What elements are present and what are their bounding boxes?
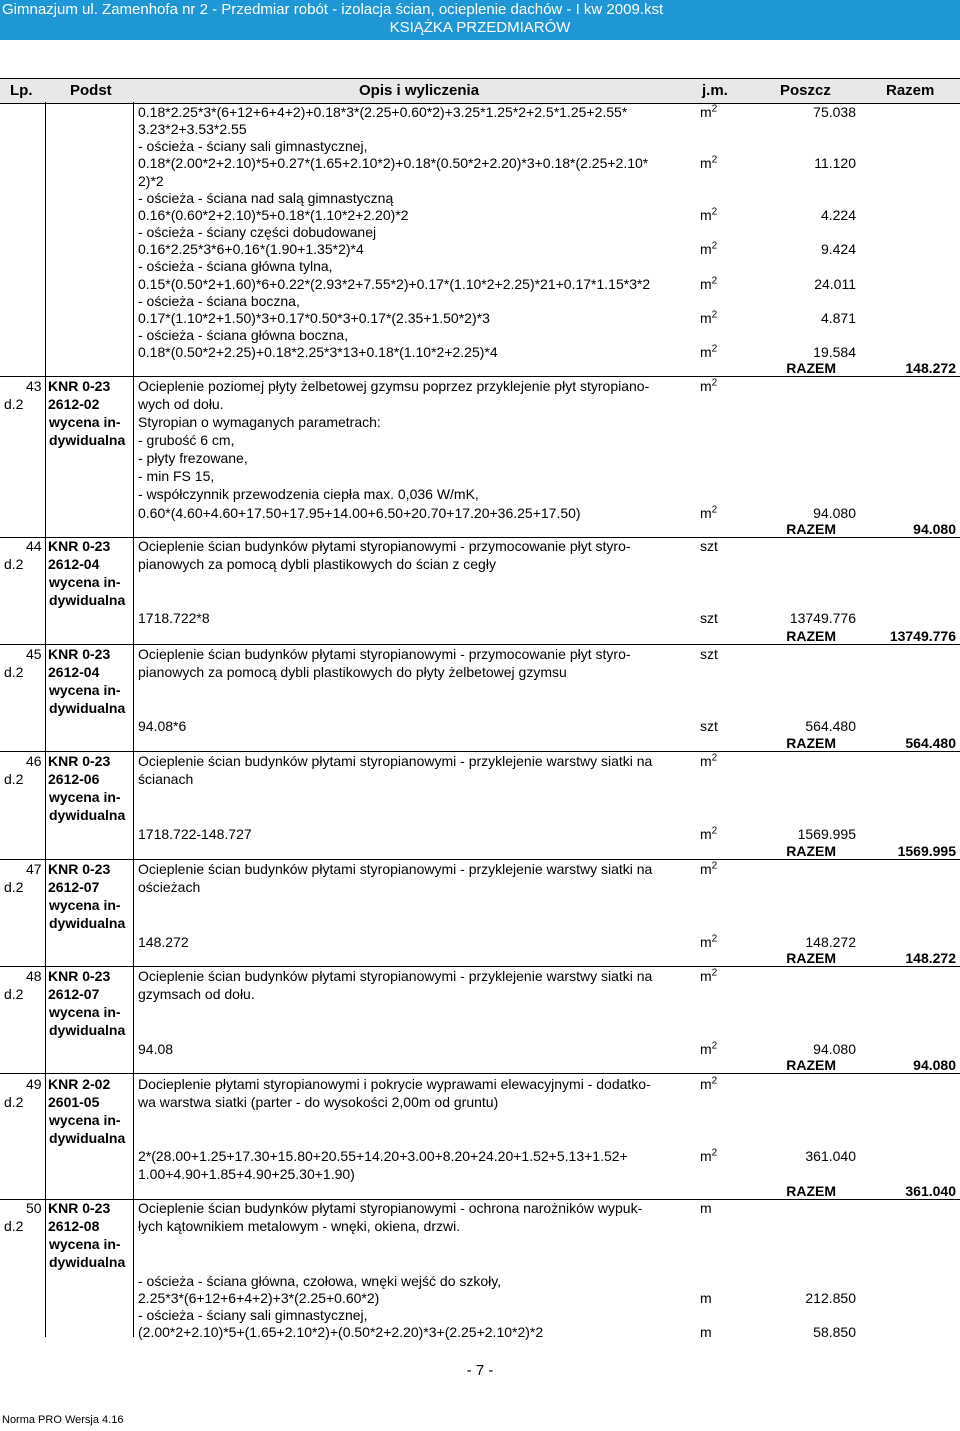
item-basis: 2612-08	[48, 1218, 100, 1234]
item-description: - współczynnik przewodzenia ciepła max. 0,036 W/mK,	[138, 486, 479, 502]
item-basis: wycena in-	[49, 897, 121, 913]
razem-label: RAZEM	[786, 843, 836, 859]
calc-value: 212.850	[805, 1290, 856, 1306]
unit-label: $m^2$	[700, 504, 718, 521]
item-subnumber: d.2	[4, 664, 24, 680]
calc-line: (2.00*2+2.10)*5+(1.65+2.10*2)+(0.50*2+2.20)*3+(2.25+2.10*2)*2	[138, 1324, 544, 1340]
item-basis: dywidualna	[49, 1130, 126, 1146]
calc-value: 11.120	[814, 155, 856, 172]
calc-line: 0.18*(2.00*2+2.10)*5+0.27*(1.65+2.10*2)+0.18*(0.50*2+2.20)*3+0.18*(2.25+2.10*	[138, 155, 649, 172]
calc-line: 0.15*(0.50*2+1.60)*6+0.22*(2.93*2+7.55*2)+0.17*(1.10*2+2.25)*21+0.17*1.15*3*2	[138, 275, 651, 292]
item-description: Ocieplenie ścian budynków płytami styropianowymi - ochrona narożników wypuk-	[138, 1200, 643, 1216]
col-razem: Razem	[886, 82, 935, 99]
razem-value: 361.040	[905, 1183, 956, 1199]
unit-label: szt	[700, 718, 718, 734]
item-number: 46	[26, 753, 42, 769]
item-basis: dywidualna	[49, 915, 126, 931]
calc-line: 2)*2	[138, 172, 164, 189]
item-basis: dywidualna	[49, 592, 126, 608]
razem-value: 148.272	[905, 950, 956, 966]
calc-value: 24.011	[814, 275, 856, 292]
item-basis: KNR 0-23	[48, 968, 111, 984]
document-title: Gimnazjum ul. Zamenhofa nr 2 - Przedmiar robót - izolacja ścian, ocieplenie dachów - I kw 2009.kst	[2, 1, 664, 18]
row-divider	[0, 751, 960, 752]
calc-value: 564.480	[805, 718, 856, 734]
item-basis: dywidualna	[49, 1254, 126, 1270]
col-opis: Opis i wyliczenia	[359, 82, 480, 99]
item-subnumber: d.2	[4, 396, 24, 412]
item-subnumber: d.2	[4, 986, 24, 1002]
item-basis: 2612-04	[48, 556, 100, 572]
unit-label: szt	[700, 538, 718, 554]
razem-value: 564.480	[905, 735, 956, 751]
calc-line: - ościeża - ściana główna boczna,	[138, 327, 349, 344]
calc-line: 3.23*2+3.53*2.55	[138, 121, 247, 138]
razem-label: RAZEM	[786, 950, 836, 966]
calc-line: 1.00+4.90+1.85+4.90+25.30+1.90)	[138, 1166, 355, 1182]
calc-value: 148.272	[805, 934, 856, 950]
item-basis: wycena in-	[49, 574, 121, 590]
calc-value: 19.584	[813, 344, 856, 361]
item-description: Styropian o wymaganych parametrach:	[138, 414, 381, 430]
unit-label: $m^2$	[700, 343, 718, 361]
col-divider	[45, 102, 46, 1337]
unit-label: $m^2$	[700, 274, 718, 292]
calc-line: - ościeża - ściany sali gimnastycznej,	[138, 1307, 368, 1323]
razem-value: 148.272	[905, 360, 956, 376]
item-description: Ocieplenie ścian budynków płytami styropianowymi - przymocowanie płyt styro-	[138, 538, 631, 554]
unit-label: $m^2$	[700, 377, 718, 394]
item-description: wa warstwa siatki (parter - do wysokości 2,00m od gruntu)	[138, 1094, 499, 1110]
item-basis: dywidualna	[49, 432, 126, 448]
unit-label: $m^2$	[700, 309, 718, 326]
item-basis: 2612-07	[48, 879, 100, 895]
razem-label: RAZEM	[786, 628, 836, 644]
unit-label: m	[700, 1324, 712, 1340]
item-basis: KNR 0-23	[48, 646, 111, 662]
item-basis: KNR 0-23	[48, 861, 111, 877]
item-description: Ocieplenie ścian budynków płytami styropianowymi - przyklejenie warstwy siatki na	[138, 753, 653, 769]
item-number: 44	[26, 538, 42, 554]
unit-label: $m^2$	[700, 825, 718, 842]
item-basis: 2612-04	[48, 664, 100, 680]
item-number: 47	[26, 861, 42, 877]
item-basis: wycena in-	[49, 414, 121, 430]
unit-label: $m^2$	[700, 933, 718, 950]
document-header	[0, 0, 960, 40]
unit-label: $m^2$	[700, 752, 718, 769]
calc-line: 0.60*(4.60+4.60+17.50+17.95+14.00+6.50+20.70+17.20+36.25+17.50)	[138, 505, 581, 521]
unit-label: m	[700, 1200, 712, 1216]
calc-line: 0.18*2.25*3*(6+12+6+4+2)+0.18*3*(2.25+0.60*2)+3.25*1.25*2+2.5*1.25+2.55*	[138, 104, 628, 120]
unit-label: $m^2$	[700, 1075, 718, 1092]
razem-label: RAZEM	[786, 360, 836, 376]
item-description: łych kątownikiem metalowym - wnęki, okiena, drzwi.	[138, 1218, 461, 1234]
row-divider	[0, 966, 960, 967]
item-basis: dywidualna	[49, 700, 126, 716]
col-jm: j.m.	[702, 82, 728, 99]
calc-value: 75.038	[813, 104, 856, 120]
item-subnumber: d.2	[4, 556, 24, 572]
item-basis: wycena in-	[49, 1236, 121, 1252]
row-divider	[0, 376, 960, 377]
item-basis: wycena in-	[49, 1004, 121, 1020]
calc-value: 1569.995	[797, 826, 856, 842]
calc-line: - ościeża - ściany części dobudowanej	[138, 224, 377, 240]
razem-label: RAZEM	[786, 1057, 836, 1073]
item-number: 48	[26, 968, 42, 984]
razem-label: RAZEM	[786, 521, 836, 537]
table-header	[0, 78, 960, 104]
unit-label: szt	[700, 646, 718, 662]
item-description: pianowych za pomocą dybli plastikowych do ścian z cegły	[138, 556, 496, 572]
calc-value: 94.080	[813, 505, 856, 521]
unit-label: $m^2$	[700, 1147, 718, 1164]
item-description: Ocieplenie poziomej płyty żelbetowej gzymsu poprzez przyklejenie płyt styropiano-	[138, 378, 650, 394]
calc-value: 13749.776	[789, 610, 856, 626]
calc-value: 94.080	[813, 1041, 856, 1057]
razem-label: RAZEM	[786, 735, 836, 751]
unit-label: $m^2$	[700, 1040, 718, 1057]
calc-line: 94.08	[138, 1041, 174, 1057]
item-description: - płyty frezowane,	[138, 450, 248, 466]
unit-label: $m^2$	[700, 206, 718, 223]
item-subnumber: d.2	[4, 879, 24, 895]
item-basis: wycena in-	[49, 1112, 121, 1128]
item-basis: 2612-06	[48, 771, 100, 787]
col-podst: Podst	[70, 82, 112, 99]
unit-label: $m^2$	[700, 103, 718, 120]
item-description: gzymsach od dołu.	[138, 986, 255, 1002]
razem-value: 13749.776	[889, 628, 956, 644]
col-lp: Lp.	[10, 82, 33, 99]
calc-line: 2.25*3*(6+12+6+4+2)+3*(2.25+0.60*2)	[138, 1290, 380, 1306]
razem-value: 94.080	[913, 521, 956, 537]
unit-label: $m^2$	[700, 154, 718, 172]
unit-label: szt	[700, 610, 718, 626]
calc-line: - ościeża - ściana główna tylna,	[138, 258, 333, 275]
unit-label: $m^2$	[700, 240, 718, 258]
item-description: Ocieplenie ścian budynków płytami styropianowymi - przyklejenie warstwy siatki na	[138, 968, 653, 984]
page-number: - 7 -	[466, 1362, 494, 1379]
item-number: 43	[26, 378, 42, 394]
calc-line: 1718.722-148.727	[138, 826, 252, 842]
item-description: pianowych za pomocą dybli plastikowych do płyty żelbetowej gzymsu	[138, 664, 567, 680]
unit-label: m	[700, 1290, 712, 1306]
calc-line: 148.272	[138, 934, 189, 950]
unit-label: $m^2$	[700, 967, 718, 984]
item-basis: dywidualna	[49, 1022, 126, 1038]
item-number: 49	[26, 1076, 42, 1092]
calc-line: 0.16*2.25*3*6+0.16*(1.90+1.35*2)*4	[138, 241, 364, 258]
item-basis: 2612-02	[48, 396, 100, 412]
razem-label: RAZEM	[786, 1183, 836, 1199]
item-number: 45	[26, 646, 42, 662]
item-basis: dywidualna	[49, 807, 126, 823]
item-subnumber: d.2	[4, 1094, 24, 1110]
item-basis: KNR 0-23	[48, 753, 111, 769]
razem-value: 94.080	[913, 1057, 956, 1073]
item-basis: KNR 0-23	[48, 1200, 111, 1216]
item-description: - grubość 6 cm,	[138, 432, 235, 448]
row-divider	[0, 1073, 960, 1074]
item-basis: 2601-05	[48, 1094, 100, 1110]
item-subnumber: d.2	[4, 771, 24, 787]
item-description: Ocieplenie ścian budynków płytami styropianowymi - przyklejenie warstwy siatki na	[138, 861, 653, 877]
item-basis: 2612-07	[48, 986, 100, 1002]
item-description: - min FS 15,	[138, 468, 215, 484]
calc-line: 2*(28.00+1.25+17.30+15.80+20.55+14.20+3.00+8.20+24.20+1.52+5.13+1.52+	[138, 1148, 628, 1164]
item-basis: KNR 0-23	[48, 538, 111, 554]
calc-value: 4.871	[820, 310, 856, 326]
col-poszcz: Poszcz	[780, 82, 831, 99]
item-basis: wycena in-	[49, 682, 121, 698]
software-version: Norma PRO Wersja 4.16	[2, 1414, 124, 1426]
document-subtitle: KSIĄŻKA PRZEDMIARÓW	[389, 19, 571, 36]
item-description: Docieplenie płytami styropianowymi i pokrycie wyprawami elewacyjnymi - dodatko-	[138, 1076, 651, 1092]
calc-line: - ościeża - ściana główna, czołowa, wnęki wejść do szkoły,	[138, 1273, 502, 1289]
calc-value: 9.424	[820, 241, 856, 258]
razem-value: 1569.995	[897, 843, 956, 859]
item-description: ścianach	[138, 771, 194, 787]
calc-line: 94.08*6	[138, 718, 187, 734]
calc-value: 58.850	[813, 1324, 856, 1340]
item-basis: KNR 2-02	[48, 1076, 111, 1092]
calc-line: - ościeża - ściana boczna,	[138, 292, 300, 309]
calc-line: 0.17*(1.10*2+1.50)*3+0.17*0.50*3+0.17*(2.35+1.50*2)*3	[138, 310, 490, 326]
calc-line: 1718.722*8	[138, 610, 210, 626]
calc-line: - ościeża - ściana nad salą gimnastyczną	[138, 189, 394, 206]
item-basis: KNR 0-23	[48, 378, 111, 394]
item-subnumber: d.2	[4, 1218, 24, 1234]
calc-line: 0.16*(0.60*2+2.10)*5+0.18*(1.10*2+2.20)*2	[138, 206, 409, 223]
col-divider	[133, 102, 134, 1337]
calc-line: 0.18*(0.50*2+2.25)+0.18*2.25*3*13+0.18*(1.10*2+2.25)*4	[138, 344, 498, 361]
item-number: 50	[26, 1200, 42, 1216]
calc-line: - ościeża - ściany sali gimnastycznej,	[138, 138, 368, 155]
item-description: wych od dołu.	[138, 396, 224, 412]
item-description: ościeżach	[138, 879, 201, 895]
item-basis: wycena in-	[49, 789, 121, 805]
item-description: Ocieplenie ścian budynków płytami styropianowymi - przymocowanie płyt styro-	[138, 646, 631, 662]
calc-value: 361.040	[805, 1148, 856, 1164]
row-divider	[0, 644, 960, 645]
row-divider	[0, 859, 960, 860]
unit-label: $m^2$	[700, 860, 718, 877]
calc-value: 4.224	[820, 206, 856, 223]
